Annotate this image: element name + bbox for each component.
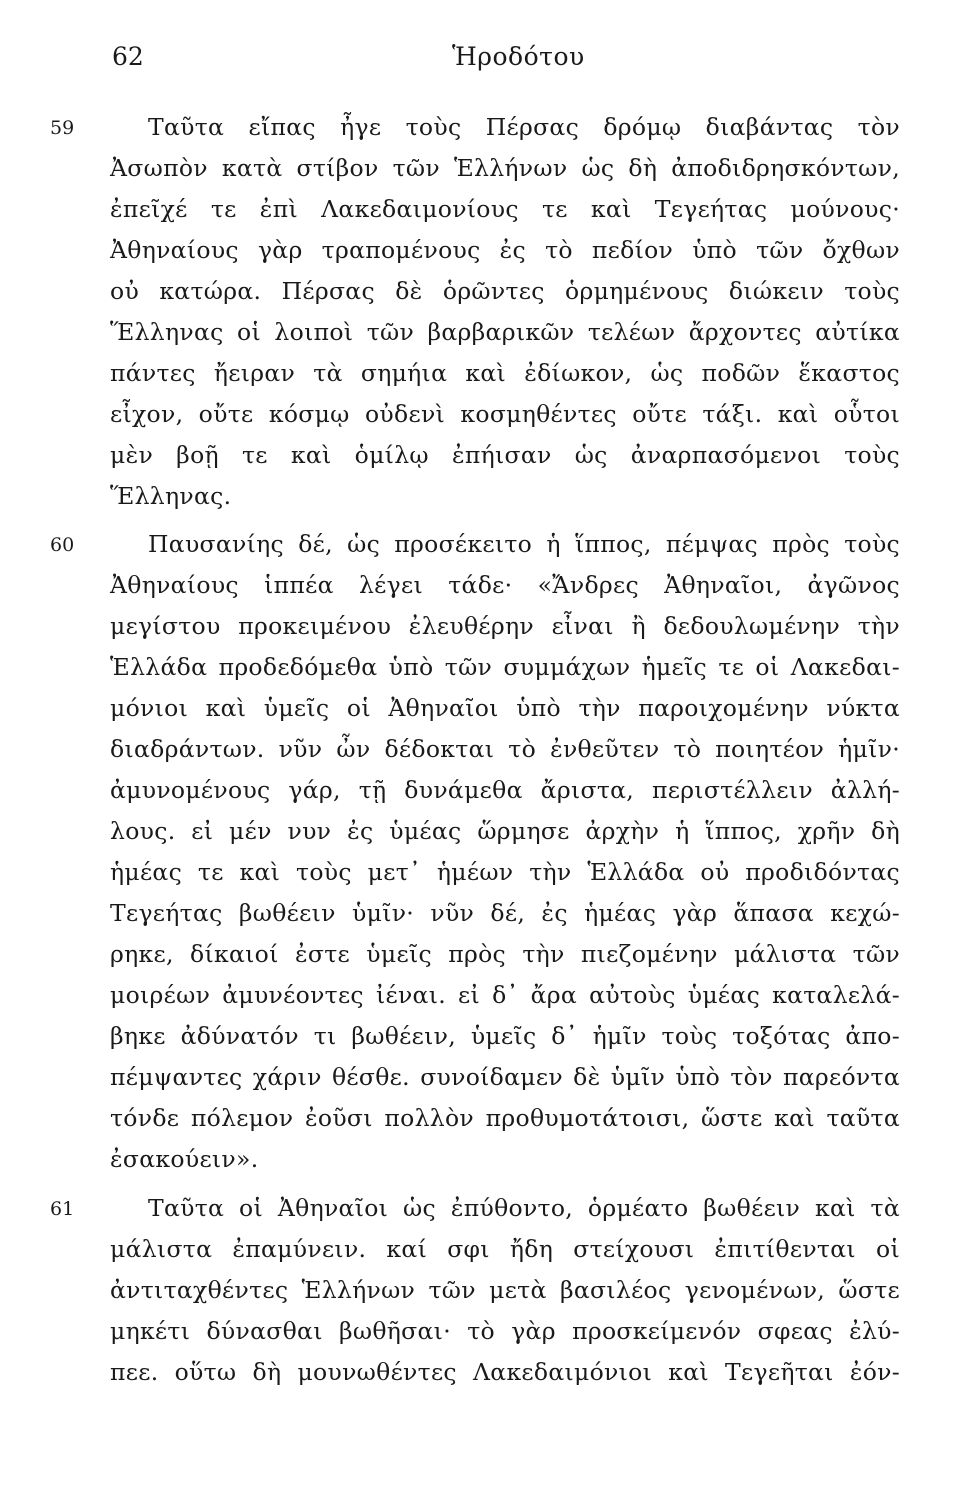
- text-line: μηκέτι δύνασθαι βωθῆσαι· τὸ γὰρ προσκείμενόν σφεας ἐλύ-: [110, 1317, 900, 1345]
- text-line: Ἀσωπὸν κατὰ στίβον τῶν Ἑλλήνων ὡς δὴ ἀποδιδρησκόντων,: [110, 154, 900, 182]
- text-line: πεε. οὕτω δὴ μουνωθέντες Λακεδαιμόνιοι καὶ Τεγεῆται ἐόν-: [110, 1358, 900, 1386]
- text-line: βηκε ἀδύνατόν τι βωθέειν, ὑμεῖς δ᾽ ἡμῖν τοὺς τοξότας ἀπο-: [110, 1022, 900, 1050]
- text-line: ρηκε, δίκαιοί ἐστε ὑμεῖς πρὸς τὴν πιεζομένην μάλιστα τῶν: [110, 940, 900, 968]
- text-line: Παυσανίης δέ, ὡς προσέκειτο ἡ ἵππος, πέμψας πρὸς τοὺς: [148, 530, 900, 558]
- text-line: λους. εἰ μέν νυν ἐς ὑμέας ὥρμησε ἀρχὴν ἡ ἵππος, χρῆν δὴ: [110, 817, 900, 845]
- text-line: Ἀθηναίους ἱππέα λέγει τάδε· «Ἄνδρες Ἀθηναῖοι, ἀγῶνος: [110, 571, 900, 599]
- chapter-number: 59: [50, 117, 75, 139]
- text-line: μοιρέων ἀμυνέοντες ἰέναι. εἰ δ᾽ ἄρα αὐτοὺς ὑμέας καταλελά-: [110, 981, 900, 1009]
- text-line: Ἀθηναίους γὰρ τραπομένους ἐς τὸ πεδίον ὑπὸ τῶν ὄχθων: [110, 236, 900, 264]
- text-line: τόνδε πόλεμον ἐοῦσι πολλὸν προθυμοτάτοισι, ὥστε καὶ ταῦτα: [110, 1104, 900, 1132]
- chapter-number: 60: [50, 534, 75, 556]
- text-line: Ταῦτα εἴπας ἦγε τοὺς Πέρσας δρόμῳ διαβάντας τὸν: [148, 113, 900, 141]
- text-line: διαδράντων. νῦν ὦν δέδοκται τὸ ἐνθεῦτεν τὸ ποιητέον ἡμῖν·: [110, 735, 900, 763]
- text-line: ἐπεῖχέ τε ἐπὶ Λακεδαιμονίους τε καὶ Τεγεήτας μούνους·: [110, 195, 900, 223]
- text-line: Ταῦτα οἱ Ἀθηναῖοι ὡς ἐπύθοντο, ὁρμέατο βωθέειν καὶ τὰ: [148, 1194, 900, 1222]
- text-line: πέμψαντες χάριν θέσθε. συνοίδαμεν δὲ ὑμῖν ὑπὸ τὸν παρεόντα: [110, 1063, 900, 1091]
- page-number: 62: [112, 42, 144, 71]
- text-line: πάντες ἤειραν τὰ σημήια καὶ ἐδίωκον, ὡς ποδῶν ἕκαστος: [110, 359, 900, 387]
- text-line: Ἕλληνας οἱ λοιποὶ τῶν βαρβαρικῶν τελέων ἄρχοντες αὐτίκα: [110, 318, 900, 346]
- text-line: ἀντιταχθέντες Ἑλλήνων τῶν μετὰ βασιλέος γενομένων, ὥστε: [110, 1276, 900, 1304]
- text-line: οὐ κατώρα. Πέρσας δὲ ὁρῶντες ὁρμημένους διώκειν τοὺς: [110, 277, 900, 305]
- text-line: ἡμέας τε καὶ τοὺς μετ᾽ ἡμέων τὴν Ἑλλάδα οὐ προδιδόντας: [110, 858, 900, 886]
- text-line: εἶχον, οὔτε κόσμῳ οὐδενὶ κοσμηθέντες οὔτε τάξι. καὶ οὗτοι: [110, 400, 900, 428]
- page-header: [0, 42, 973, 82]
- text-line: μάλιστα ἐπαμύνειν. καί σφι ἤδη στείχουσι ἐπιτίθενται οἱ: [110, 1235, 900, 1263]
- text-line: μόνιοι καὶ ὑμεῖς οἱ Ἀθηναῖοι ὑπὸ τὴν παροιχομένην νύκτα: [110, 694, 900, 722]
- text-line: ἀμυνομένους γάρ, τῇ δυνάμεθα ἄριστα, περιστέλλειν ἀλλή-: [110, 776, 900, 804]
- text-line: Ἕλληνας.: [110, 482, 232, 510]
- text-line: Ἑλλάδα προδεδόμεθα ὑπὸ τῶν συμμάχων ἡμεῖς τε οἱ Λακεδαι-: [110, 653, 900, 681]
- chapter-number: 61: [50, 1198, 75, 1220]
- text-line: Τεγεήτας βωθέειν ὑμῖν· νῦν δέ, ἐς ἡμέας γὰρ ἅπασα κεχώ-: [110, 899, 900, 927]
- running-title: Ἡροδότου: [452, 42, 585, 71]
- text-line: μὲν βοῇ τε καὶ ὁμίλῳ ἐπήισαν ὡς ἀναρπασόμενοι τοὺς: [110, 441, 900, 469]
- text-line: ἐσακούειν».: [110, 1145, 259, 1173]
- text-line: μεγίστου προκειμένου ἐλευθέρην εἶναι ἢ δεδουλωμένην τὴν: [110, 612, 900, 640]
